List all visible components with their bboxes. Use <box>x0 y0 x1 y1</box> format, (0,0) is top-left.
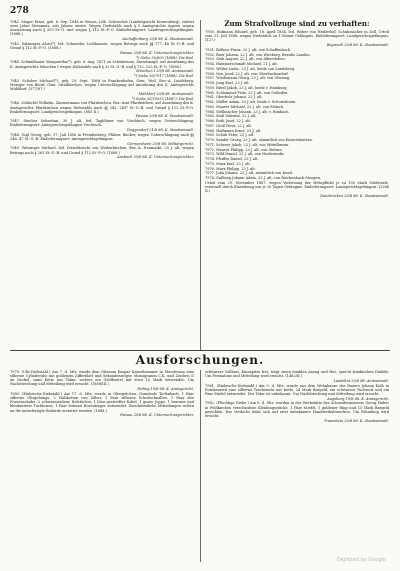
entry-paragraph: Erding 19/8 88. K. Amtsgericht. <box>137 387 194 392</box>
entry-paragraph: 7972. Meurer Philipp, 23 J. alt, von Stelzen. <box>205 147 283 152</box>
left-column-upper <box>10 20 194 332</box>
entry-paragraph: 7963. Maurer Michael, 23 J. alt, von Erbach. <box>205 104 285 109</box>
entry-paragraph: 7979. (Uhr-Diebstahl.) Am 7. d. Mts. wurde dem Ökonom Kaspar Kaiserhammer in Moosbrunn eine silberne Cylinderuhr mit goldenem Zifferblatt und Sekundenzeiger, Monogramm C.K. und Zeichen D im Deckel, samt Kette aus Talmi, weiters ein Geldbeutel mit etwa 10 Mark entwendet. Um Nachforschung und Mitteilung wird ersucht. (1888/III.) <box>10 370 194 387</box>
entry-paragraph: Deggendorf 21/8 88. K. Staatsanwalt. <box>127 128 194 133</box>
page-number: 278 <box>10 6 29 16</box>
document-page <box>10 6 390 565</box>
entry-paragraph: 7961. Oberholz Johann, 23 J. alt. <box>205 95 263 100</box>
entry-paragraph: *) Siehe 50/10032 (1887). Die Red. <box>131 96 194 101</box>
entry-paragraph: 7952. Baer Johann, 22 J. alt, von Wirsberg, Bezirks Landau. <box>205 52 311 57</box>
entry-paragraph: 7960. Schlemmer Fritz, 23 J. alt, von Osthofen. <box>205 90 289 95</box>
section-rule <box>10 350 390 351</box>
entry-paragraph: *) Siehe 50/605 (1888). Die Red. <box>136 55 194 60</box>
entry-paragraph: 7944. Schmidbauer Margaretha(*), geb. 8. Aug. 1871 zu Schönbrunn, Dienstmagd, auf Anordnung des K. Amtsgerichts München I wegen Diebstahls nach § 32 St.-G.-B. und § 112, 125 St.-P.-O. (1888.) <box>10 60 194 69</box>
entry-paragraph: Augsburg 19/8 88. K. Amtsgericht. <box>327 396 389 401</box>
entry-paragraph: 7964. Stellmacher Johann, 23 J. alt, v. Rimbach. <box>205 109 290 114</box>
entry-paragraph: Urteil vom 29. November 1887: wegen Verletzung der Wehrpflicht je zu 100 Mark Geldstrafe, eventuell durch Einziehung von je 20 Tagen Gefängnis. Einlieferungsort: Landgerichtsgefängnis. (2286 II.) <box>205 180 389 194</box>
entry-paragraph: Mühldorf 20/8 88. Amtsanwalt. <box>138 91 194 96</box>
entry-paragraph: 7947. Stecher Sebastian, 30 J. alt, led. Taglöhner von Viechtach, wegen Unterschlagung. Einlieferungsort: Amtsgerichtsgefängnis Viechtach. <box>10 119 194 128</box>
entry-paragraph: Zweibrücken 20/8 88. K. Staatsanwalt. <box>319 193 389 198</box>
column-divider <box>200 20 201 350</box>
entry-paragraph: 7959. Rittel Jakob, 23 J. alt, beide v. Hamburg. <box>205 85 288 90</box>
left-column-lower <box>10 370 194 565</box>
right-column-upper <box>205 20 389 354</box>
entry-paragraph: 7967. Groß Peter, 22 J. alt. <box>205 123 253 128</box>
entry-paragraph: 7976. Marx Philipp, 23 J. alt. <box>205 166 256 171</box>
entry-paragraph: 7965. Maß Valentin, 22 J. alt. <box>205 114 257 119</box>
entry-paragraph: Germersheim 20/8 88. Militärgericht. <box>127 141 194 146</box>
entry-paragraph: *) Siehe 50/7917 (1888). Die Red. <box>134 74 194 79</box>
entry-paragraph: Passau 20/8 88. K. Staatsanwalt. <box>135 114 194 119</box>
entry-paragraph: 7958. Jung Karl, 23 J. alt. <box>205 81 250 86</box>
entry-paragraph: 7974. Pfeiffer Daniel, 23 J. alt. <box>205 157 259 162</box>
entry-paragraph: 7957. Wiedemann Georg, 23 J. alt, von Obering. <box>205 76 291 81</box>
column-divider-lower <box>200 370 201 562</box>
entry-paragraph: 7970. Sander Georg, 23 J. alt, sämmtlich von Kaiserslautern. <box>205 138 313 143</box>
entry-paragraph: 7966. Roth Josef, 22 J. alt. <box>205 119 252 124</box>
entry-paragraph: Ansbach 20/8 88. K. Untersuchungsrichter. <box>117 155 194 160</box>
entry-paragraph: 7946. Schlechtl Wilhelm, Zimmermann von Pfarrkirchen, Bez.-Amt Pfarrkirchen, auf Anordnung des K. Amtsgerichts Pfarrkirchen wegen Diebstahls nach §§ 242, 243* St.-G.-B. und Grund § 112 St.-P.-O. Einlieferungsort: Landgerichtsgefängnis. (883 II.) <box>10 101 194 114</box>
entry-paragraph: München I 20/8 88. Amtsanwalt. <box>135 69 194 74</box>
entry-paragraph: 7980. (Einbruchs-Diebstahl.) Am 17. d. Mts. wurde in Oberpelchen, Gemeinde Tiefenbach, 1 Paar silberne Ohrgehänge, 2 Halsketten von Silber, 1 Paar silberne Schuhschnallen, 1 Paar alte Frauenschuhe, 2 schwarzseidene Halstücher, 1 blau gestreifter Kittel, 1 graue Joppe, 1 braunes und blaukarierte Tuchhosen, 1 Paar lederne Hosenträger entwendet. Zweckdienliche Mitteilungen wollen an die unterfertigte Behörde erstattet werden. (1888.) <box>10 391 194 413</box>
entry-paragraph: 7949. Weizinger Michael, led. Dienstknecht von Weiherkirchen, Bez.-A. Neumarkt, 25 J. alt, wegen Betrugs nach § 263 St.-G.-B. und Grund § 112 St.-P.-O. (1888.) <box>10 146 194 155</box>
right-column-lower <box>205 370 389 565</box>
entry-paragraph: 7982. (Flüchtige Diebe.) Am 9. d. Mts. wurden in der Werkstätte des Schneidermeisters Georg Huber in Feldkirchen verschiedene Kleidungsstücke, 1 Paar Stiefel, 1 goldener Ring und 15 Mark Bargeld gestohlen. Der Verdacht lenkt sich auf zwei unbekannte Handwerksburschen. Um Fahndung wird ersucht. <box>205 401 389 418</box>
entry-paragraph: Passau 20/8 88. K. Untersuchungsrichter. <box>120 50 194 55</box>
entry-paragraph: 7969. Schuh Peter, 23 J. alt. <box>205 133 255 138</box>
entry-paragraph: Passau 20/8 88. K. Untersuchungsrichter. <box>120 413 194 418</box>
entry-paragraph: 7951. Rößner Franz, 23 J. alt, von Schaffenbach. <box>205 47 292 52</box>
entry-paragraph: 7955. Weller Ludw., 23 J. alt, beide von Landsberg. <box>205 66 296 71</box>
entry-paragraph: Aschaffenburg 20/8 88. K. Staatsanwalt. <box>122 37 194 42</box>
entry-paragraph: 7981. (Einbruchs-Diebstahl.) Am 9. d. Mts. wurde aus dem Wohnhause des Bauers Johann Kolb in Frankenried eine silberne Taschenuhr mit Kette, 24 Mark Bargeld, ein schwarzer Tuchrock und ein Paar Stiefel entwendet. Der Täter ist unbekannt. Um Nachforschung und Mitteilung wird ersucht. <box>205 383 389 396</box>
entry-paragraph: 7978. Gaßlang Johann Adam, 23 J. alt, von Reichenbach-Steegen. <box>205 176 321 181</box>
entry-paragraph: 7962. Müller Adam, 23 J. alt, beide v. Schornsheim. <box>205 100 297 105</box>
entry-paragraph: 7977. John Johann, 23 J. alt, sämmtlich von Kusel. <box>205 171 294 176</box>
watermark: Digitized by Google <box>337 557 386 563</box>
entry-paragraph: 7948. Vogl Georg, geb. 17. Juli 1856 in Freudenberg, Pfälzer, Bäcker, wegen Unterschlagung nach §§ 246, 47 St.-G.-B. Einlieferungsort: Amtsgerichtsgefängnis. <box>10 132 194 141</box>
entry-paragraph: 7942. Mager Ernst, geb. 6. Sep. 1848 in Wenns, Ldh. Schwechat (Landstgericht Korneuburg), zuletzt zwei Jahre Steinmetz, seit Jahren unstet. Wegen Diebstahls nach § 5 Amtsgerichts Aspern wegen Ausweisung nach § 303 St.-G. und wegen § 112 St.-P.-O. Einlieferungsort: Landesgerichtsgefängnis. (1888.) <box>10 20 194 37</box>
entry-paragraph: 7971. Scherer Jakob, 22 J. alt, von Mittelbrunn. <box>205 142 290 147</box>
entry-paragraph: 7975. Marx Karl, 23 J. alt. <box>205 161 251 166</box>
entry-paragraph: schwarzer Vollbart, Kinnspitze frei; trägt einen dunklen Anzug und Hut; spricht fränkischen Dialekt. Um Festnahme und Mitteilung wird ersucht. (1482/II.) <box>205 370 389 379</box>
entry-paragraph: Landshut 20/8 88. Amtsanwalt. <box>333 378 389 383</box>
entry-paragraph: Traunstein 20/8 88. K. Staatsanwalt. <box>323 418 389 423</box>
entry-paragraph: Bayreuth 20/8 88. K. Staatsanwalt. <box>326 43 389 48</box>
section-heading: Ausforschungen. <box>135 353 265 367</box>
right-column-heading: Zum Strafvollzuge sind zu verhaften: <box>224 20 370 28</box>
entry-paragraph: 7945. Schober Michael(*), geb. 29. Sept. 1868 in Frankenhofen, Gem. Weil, Bez.-A. Landsberg, Metzger von Beruf, Gem. Straßkirchen, wegen Unterschlagung auf Anordnung des K. Amtsgerichts Mühldorf. (377/87.) <box>10 78 194 92</box>
entry-paragraph: 7968. Hoffmann Ernst, 23 J. alt. <box>205 128 262 133</box>
entry-paragraph: 7956. Neu Josef, 22 J. alt, von Oberbachendorf. <box>205 71 289 76</box>
entry-paragraph: 7950. Hofmann Eduard, geb. 18. April 1854, led. Weber von Weiherhof, Schuhmacher in Zell, Urteil vom 21. Juli 1888: wegen Diebstahls zu 1 Monat Gefängnis. Einlieferungsort: Landgerichtsgefängnis. (127.) <box>205 30 389 43</box>
entry-paragraph: 7954. Hammerschmidt Michael, 21 J. alt. <box>205 62 278 67</box>
entry-paragraph: 7973. Wild Daniel, 23 J. alt, von Niedermohr. <box>205 152 285 157</box>
entry-paragraph: 7943. Salzmayer Alois(*), led. Schneider, Leibhausen, wegen Betrugs nach §§ 177, 48 St.-G.-B. und Grund § 112 St.-P.-O. (1888.) <box>10 41 194 51</box>
entry-paragraph: 7953. Geib August, 22 J. alt, von Albersleben. <box>205 57 286 62</box>
